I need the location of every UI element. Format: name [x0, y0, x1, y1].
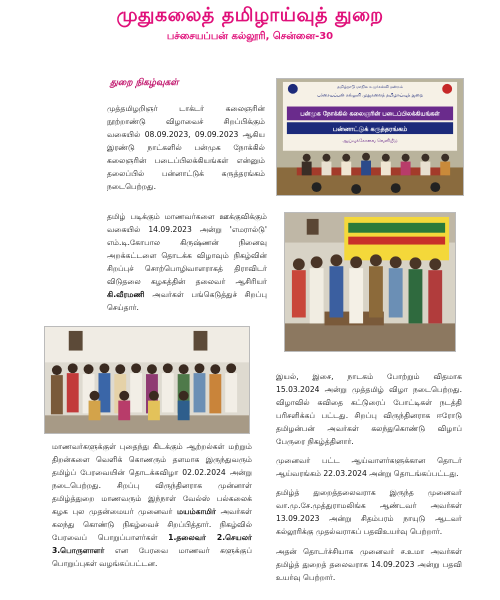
paragraph-endowment-text-2: அவர்கள் பங்கெடுத்துச் சிறப்பு செய்தார். — [107, 290, 267, 312]
paragraph-conference-text: முத்தமிழறிஞர் டாக்டர் கலைஞரின் நூற்றாண்டு விழாவைச் சிறப்பிக்கும் வகையில் 08.09.2023, 09.09.2023 ஆகிய இரண்டு நாட்களில் பன்முக நோக்கில் கலைஞரின் படைப்பிலக்கியங்கள் என்னும் தலைப்பில் பன்னாட்டுக் கருத்தரங்கம் நடைபெற்றது. — [107, 104, 265, 191]
paragraph-muthamizh-festival — [276, 370, 462, 448]
paragraph-endowment-text-1: தமிழ் படிக்கும் மாணவர்களை ஊக்குவிக்கும் வகையில் 14.09.2023 அன்று 'எமரால்டு' எம்.டி.கோபால கிருஷ்ணன் நினைவு அறக்கட்டளை தொடக்க விழாவும் நிகழ்வின் சிறப்புச் சொற்பொழிவாளராகத் திராவிடர் விடுதலை கழகத்தின் தலைவர் ஆசிரியர் — [107, 212, 267, 286]
paragraph-tamil-council — [52, 440, 252, 570]
banner-line-1: தமிழ்நாடு மாநில உயர்கல்வி மன்றம் — [337, 83, 403, 89]
speaker-name: கி.வீரமணி — [107, 290, 145, 299]
council-roles: 1.தலைவர் 2.செயலர் 3.பொருளாளர் — [52, 533, 252, 555]
photo-student-group — [44, 326, 250, 434]
banner-line-3: பன்முக நோக்கில் கலைஞரின் படைப்பிலக்கியங்கள் — [300, 111, 440, 118]
paragraph-research-seminar — [276, 454, 462, 480]
paragraph-hod-promotion — [276, 486, 462, 538]
paragraph-endowment — [107, 210, 267, 314]
paragraph-council-text-2: அவர்கள் கலந்து கொண்டு நிகழ்வைச் சிறப்பித்தார். நிகழ்வில் பேரவைப் பொறுப்பாளர்கள் — [52, 507, 252, 542]
banner-line-4: பன்னாட்டுக் கருத்தரங்கம் — [332, 125, 408, 134]
photo-group-banner — [284, 212, 456, 352]
paragraph-council-text-3: என பேரவை மாணவர் களுக்குப் பொறுப்புகள் வழங்கப்பட்டன. — [52, 546, 252, 568]
paragraph-new-hod-text: அதன் தொடர்ச்சியாக முனைவர் ச.உமா அவர்கள் தமிழ்த் துறைத் தலைவராக 14.09.2023 அன்று பதவி உயர்வு பெற்றார். — [276, 547, 462, 582]
section-heading: துறை நிகழ்வுகள் — [110, 78, 179, 88]
page-title: முதுகலைத் தமிழாய்வுத் துறை — [116, 4, 384, 26]
paragraph-council-text-1: மாணவர்களுக்குள் புதைந்து கிடக்கும் ஆற்றல்கள் மற்றும் திறன்களை வெளிக் கொணரும் தளமாக இருந்துவரும் தமிழ்ப் பேரவையின் தொடக்கவிழா 02.02.2024 அன்று நடைபெற்றது. சிறப்பு விருந்தினராக முன்னாள் தமிழ்த்துறை மாணவரும் இந்நாள் வேல்ஸ் பல்கலைக் கழக புல முதன்மையர் முனைவர் — [52, 442, 252, 516]
banner-line-2: பச்சையப்பன் கல்லூரி முதுகலைத் தமிழாய்வுத் துறை — [317, 93, 423, 99]
banner-line-5: ஆய்வுக்கோவை வெளியீடு — [342, 138, 398, 144]
paragraph-seminar-text: முனைவர் பட்ட ஆய்வாளர்களுக்கான தொடர் ஆய்வரங்கம் 22.03.2024 அன்று தொடங்கப்பட்டது. — [276, 456, 462, 478]
paragraph-festival-text: இயல், இசை, நாடகம் போற்றும் விதமாக 15.03.2024 அன்று முத்தமிழ் விழா நடைபெற்றது. விழாவில் கவிதை கட்டுரைப் போட்டிகள் நடத்தி பரிசளிக்கப் பட்டது. சிறப்பு விருந்தினராக ஈரோடு தமிழன்பன் அவர்கள் கலந்துகொண்டு விழாப் பேருரை நிகழ்த்தினார். — [276, 372, 462, 446]
paragraph-new-hod — [276, 545, 462, 584]
page-subtitle: பச்சையப்பன் கல்லூரி, சென்னை-30 — [166, 31, 334, 42]
guest-name: மயம்காமிர் — [176, 507, 216, 516]
paragraph-promotion-text: தமிழ்த் துறைத்தலைவராக இருந்த முனைவர் வா.மு.சே.முத்துராமலிங்க ஆண்டவர் அவர்கள் 13.09.2023 அன்று சிதம்பரம் நாயுடு ஆடவர் கல்லூரிக்கு முதல்வராகப் பதவிஉயர்வு பெற்றார். — [276, 488, 462, 536]
paragraph-conference — [107, 102, 265, 193]
photo-conference-stage — [276, 78, 464, 196]
